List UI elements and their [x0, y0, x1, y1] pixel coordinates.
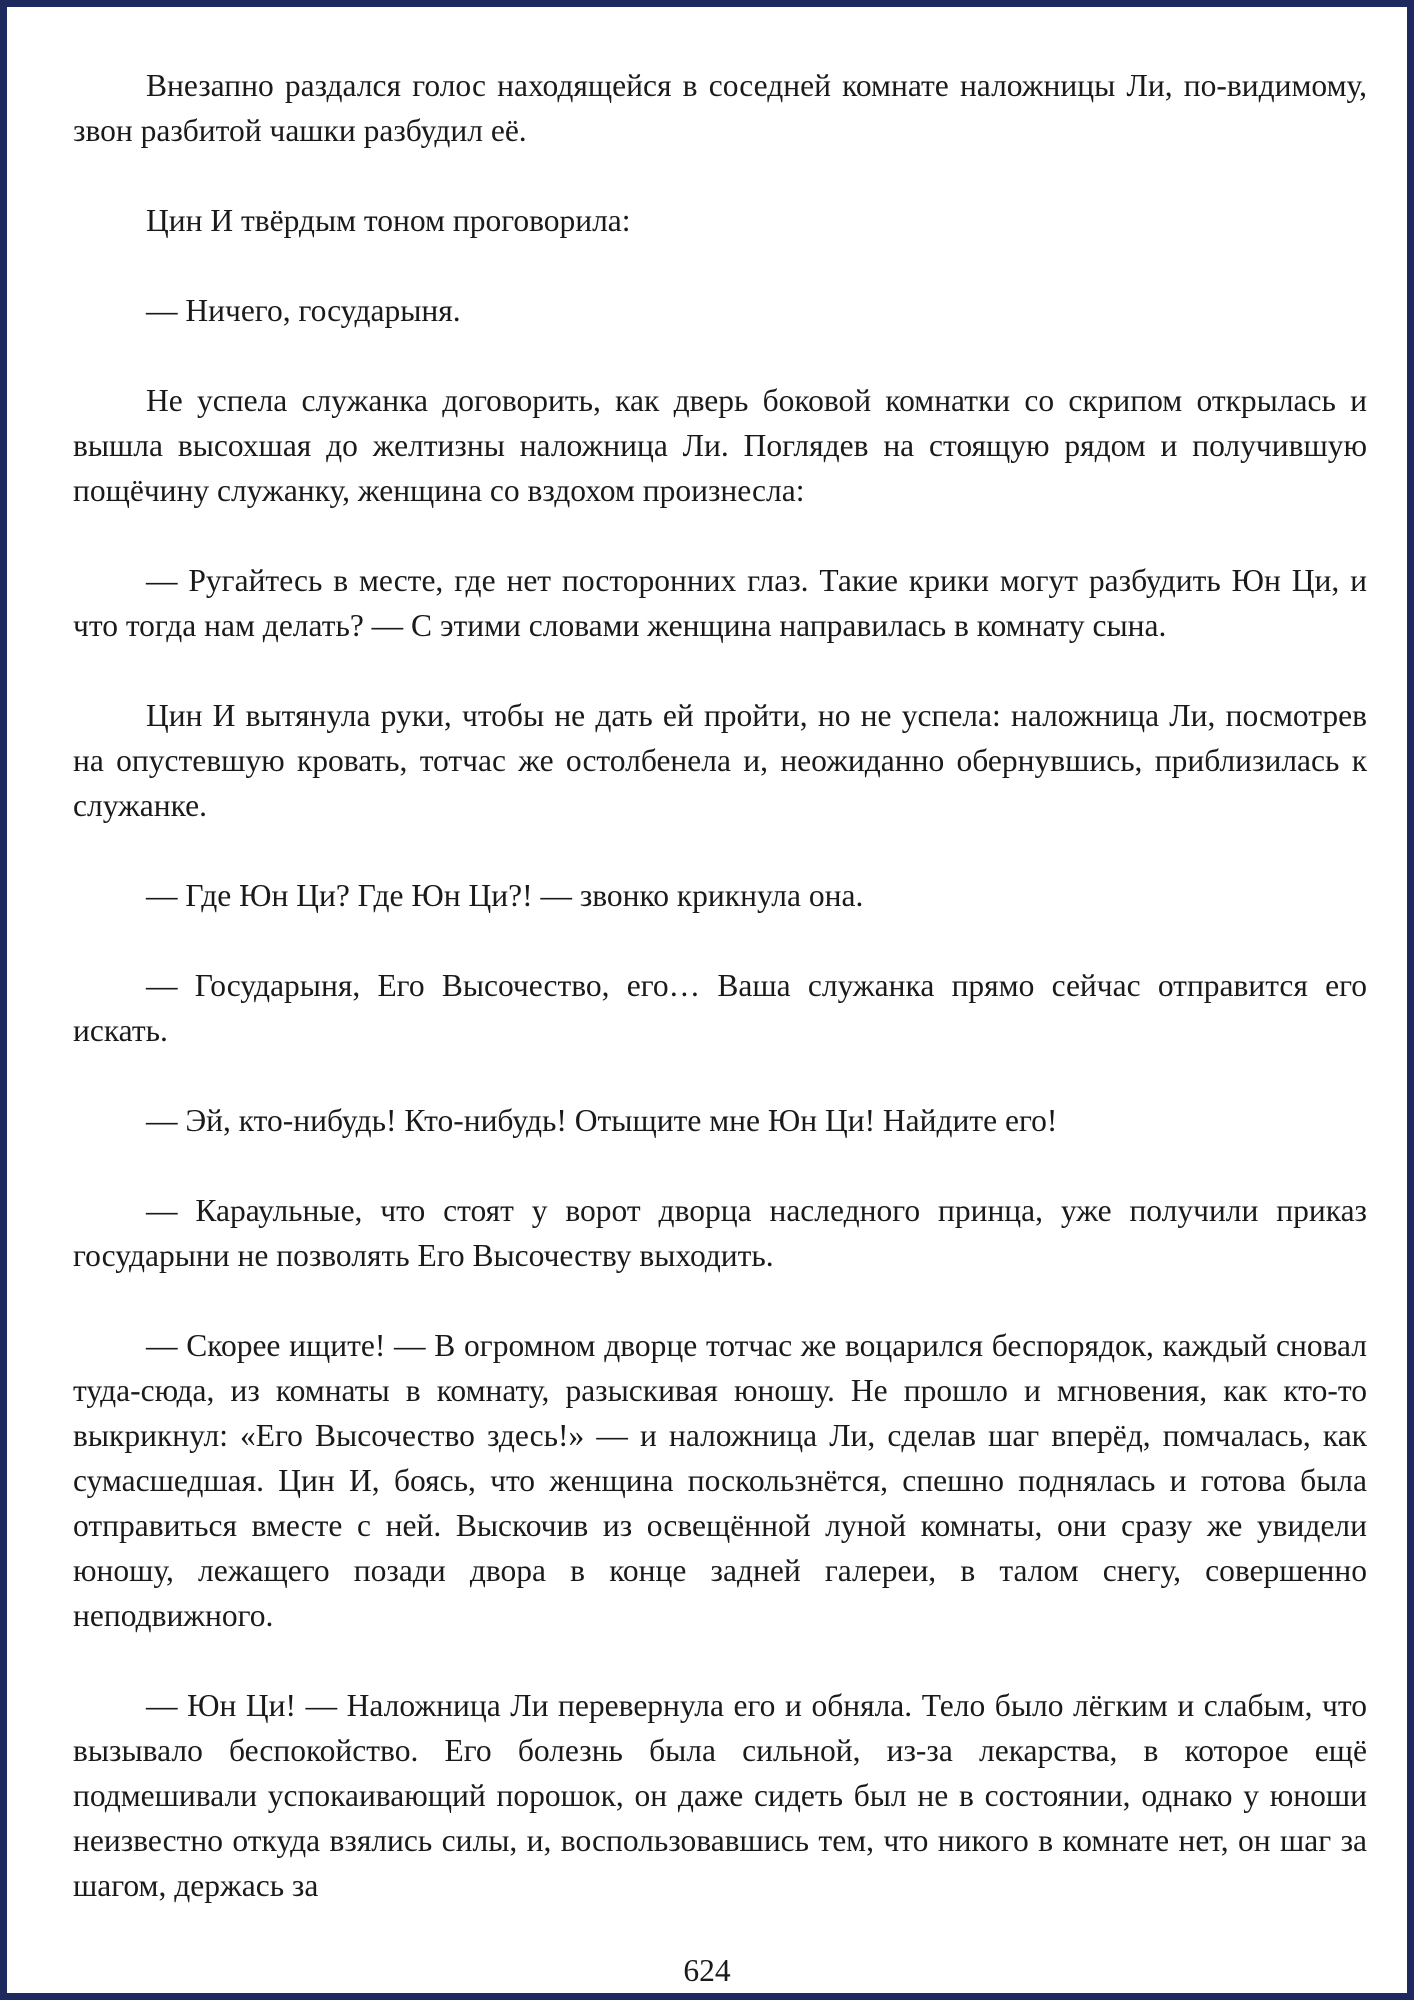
page-number: 624: [683, 1953, 731, 1988]
paragraph: Цин И твёрдым тоном проговорила:: [146, 203, 631, 238]
paragraph: — Ничего, государыня.: [146, 293, 461, 328]
paragraph: — Юн Ци! — Наложница Ли перевернула его и обняла. Тело было лёгким и слабым, что вызывало беспокойство. Его болезнь была сильной, из-за лекарства, в которое ещё подмешивали успокаивающий порошок, он даже сидеть был не в состоянии, однако у юноши неизвестно откуда взялись силы, и, воспользовавшись тем, что никого в комнате нет, он шаг за шагом, держась за: [73, 1688, 1367, 1903]
paragraph: Внезапно раздался голос находящейся в соседней комнате наложницы Ли, по-видимому, звон разбитой чашки разбудил её.: [73, 68, 1367, 148]
paragraph: Не успела служанка договорить, как дверь боковой комнатки со скрипом открылась и вышла высохшая до желтизны наложница Ли. Поглядев на стоящую рядом и получившую пощёчину служанку, женщина со вздохом произнесла:: [73, 383, 1367, 508]
paragraph: — Где Юн Ци? Где Юн Ци?! — звонко крикнула она.: [146, 878, 864, 913]
paragraph: — Караульные, что стоят у ворот дворца наследного принца, уже получили приказ государыни не позволять Его Высочеству выходить.: [73, 1193, 1367, 1273]
paragraph: — Ругайтесь в месте, где нет посторонних глаз. Такие крики могут разбудить Юн Ци, и что тогда нам делать? — С этими словами женщина направилась в комнату сына.: [73, 563, 1367, 643]
paragraph: — Скорее ищите! — В огромном дворце тотчас же воцарился беспорядок, каждый сновал туда-сюда, из комнаты в комнату, разыскивая юношу. Не прошло и мгновения, как кто-то выкрикнул: «Его Высочество здесь!» — и наложница Ли, сделав шаг вперёд, помчалась, как сумасшедшая. Цин И, боясь, что женщина поскользнётся, спешно поднялась и готова была отправиться вместе с ней. Выскочив из освещённой луной комнаты, они сразу же увидели юношу, лежащего позади двора в конце задней галереи, в талом снегу, совершенно неподвижного.: [73, 1328, 1367, 1633]
paragraph: — Эй, кто-нибудь! Кто-нибудь! Отыщите мне Юн Ци! Найдите его!: [146, 1103, 1058, 1138]
page-body-text: [73, 63, 1367, 1953]
paragraph: Цин И вытянула руки, чтобы не дать ей пройти, но не успела: наложница Ли, посмотрев на опустевшую кровать, тотчас же остолбенела и, неожиданно обернувшись, приблизилась к служанке.: [73, 698, 1367, 823]
paragraph: — Государыня, Его Высочество, его… Ваша служанка прямо сейчас отправится его искать.: [73, 968, 1367, 1048]
